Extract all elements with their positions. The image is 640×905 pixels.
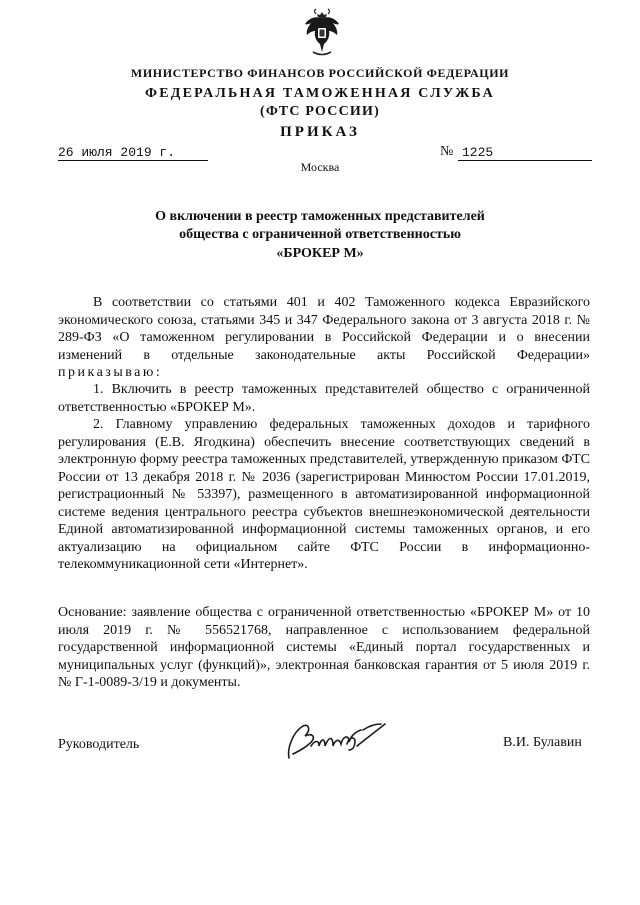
- title-line-3: «БРОКЕР М»: [276, 246, 364, 261]
- order-word: приказываю:: [58, 365, 163, 380]
- ministry-heading: МИНИСТЕРСТВО ФИНАНСОВ РОССИЙСКОЙ ФЕДЕРАЦИИ: [130, 66, 510, 80]
- number-label: №: [440, 144, 454, 159]
- signatory-role: Руководитель: [58, 737, 140, 752]
- order-number: 1225: [462, 145, 494, 160]
- title-line-2: общества с ограниченной ответственностью: [179, 227, 461, 242]
- service-heading: ФЕДЕРАЛЬНАЯ ТАМОЖЕННАЯ СЛУЖБА: [145, 86, 495, 101]
- basis-paragraph: Основание: заявление общества с ограниченной ответственностью «БРОКЕР М» от 10 июля 2019 г. № 556521768, направленное с использованием федеральной государственной информационной системы «Единый портал государственных и муниципальных услуг (функций)», электронная банковская гарантия от 5 июля 2019 г. № Г-1-0089-3/19 и документы.: [58, 605, 590, 690]
- intro-paragraph: [58, 294, 590, 382]
- city: Москва: [300, 160, 340, 174]
- coat-of-arms-emblem: [301, 8, 343, 58]
- item-1: 1. Включить в реестр таможенных представителей общество с ограниченной ответственностью «БРОКЕР М».: [58, 382, 590, 415]
- handwritten-signature: [283, 718, 393, 764]
- signatory-name: В.И. Булавин: [503, 735, 582, 750]
- item-2: 2. Главному управлению федеральных таможенных доходов и тарифного регулирования (Е.В. Ягодкина) обеспечить внесение соответствующих сведений в электронную форму реестра таможенных представителей, утвержденную приказом ФТС России от 13 декабря 2018 г. № 2036 (зарегистрирован Минюстом России 17.01.2019, регистрационный № 53397), размещенного в автоматизированной информационной системе ведения центрального реестра субъектов внешнеэкономической деятельности Единой автоматизированной информационной системы таможенных органов, и его актуализацию на официальном сайте ФТС России в информационно-телекоммуникационной сети «Интернет».: [58, 417, 590, 572]
- order-date: 26 июля 2019 г.: [58, 145, 176, 160]
- service-abbreviation: (ФТС РОССИИ): [260, 104, 380, 119]
- title-line-1: О включении в реестр таможенных представителей: [155, 209, 485, 224]
- intro-text: В соответствии со статьями 401 и 402 Таможенного кодекса Евразийского экономического союза, статьями 345 и 347 Федерального закона от 3 августа 2018 г. № 289-ФЗ «О таможенном регулировании в Российской Федерации и о внесении изменений в отдельные законодательные акты Российской Федерации»: [58, 295, 590, 363]
- document-type: ПРИКАЗ: [280, 124, 360, 140]
